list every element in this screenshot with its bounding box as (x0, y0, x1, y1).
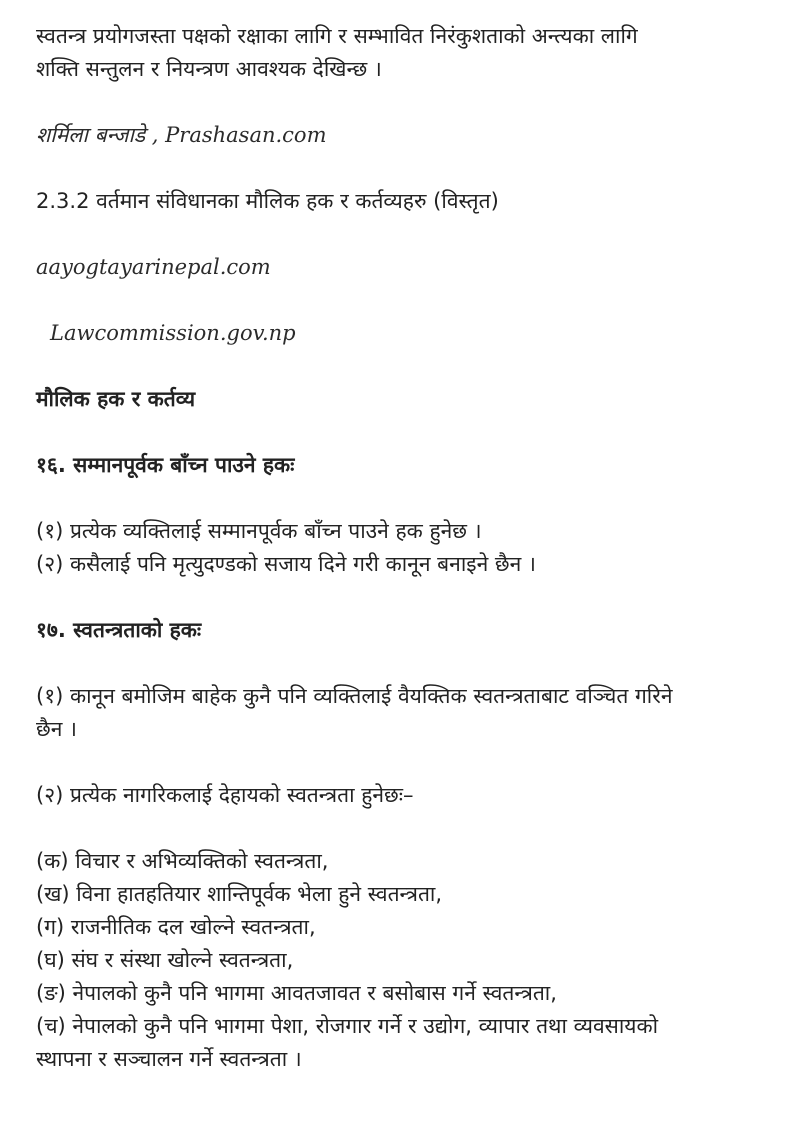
article-17-clause-1-line-1: (१) कानून बमोजिम बाहेक कुनै पनि व्यक्तिलाई वैयक्तिक स्वतन्त्रताबाट वञ्चित गरिने (36, 684, 673, 708)
list-item: (ङ) नेपालको कुनै पनि भागमा आवतजावत र बसोबास गर्ने स्वतन्त्रता, (36, 981, 557, 1005)
list-item: (घ) संघ र संस्था खोल्ने स्वतन्त्रता, (36, 948, 294, 972)
article-16-clause-1: (१) प्रत्येक व्यक्तिलाई सम्मानपूर्वक बाँच्न पाउने हक हुनेछ । (36, 519, 482, 543)
article-17-clause-2: (२) प्रत्येक नागरिकलाई देहायको स्वतन्त्रता हुनेछः– (36, 783, 414, 807)
article-16-clause-2: (२) कसैलाई पनि मृत्युदण्डको सजाय दिने गरी कानून बनाइने छैन । (36, 552, 536, 576)
intro-line-1: स्वतन्त्र प्रयोगजस्ता पक्षको रक्षाका लागि र सम्भावित निरंकुशताको अन्त्यका लागि (36, 24, 638, 48)
source-link-2: Lawcommission.gov.np (50, 321, 296, 345)
source-link-1: aayogtayarinepal.com (36, 255, 271, 279)
list-item: (ग) राजनीतिक दल खोल्ने स्वतन्त्रता, (36, 915, 316, 939)
list-item: (क) विचार र अभिव्यक्तिको स्वतन्त्रता, (36, 849, 329, 873)
intro-line-2: शक्ति सन्तुलन र नियन्त्रण आवश्यक देखिन्छ । (36, 57, 382, 81)
list-item: (च) नेपालको कुनै पनि भागमा पेशा, रोजगार गर्ने र उद्योग, व्यापार तथा व्यवसायको (36, 1014, 659, 1038)
document-page (36, 20, 766, 1076)
list-item: (ख) विना हातहतियार शान्तिपूर्वक भेला हुने स्वतन्त्रता, (36, 882, 443, 906)
article-17-clause-1-line-2: छैन । (36, 717, 78, 741)
main-heading: मौलिक हक र कर्तव्य (36, 387, 196, 411)
section-title: 2.3.2 वर्तमान संविधानका मौलिक हक र कर्तव्यहरु (विस्तृत) (36, 189, 499, 213)
credit-line: शर्मिला बन्जाडे , Prashasan.com (36, 123, 327, 147)
article-16-heading: १६. सम्मानपूर्वक बाँच्न पाउने हकः (36, 453, 295, 477)
list-item: स्थापना र सञ्चालन गर्ने स्वतन्त्रता । (36, 1047, 302, 1071)
article-17-heading: १७. स्वतन्त्रताको हकः (36, 618, 202, 642)
